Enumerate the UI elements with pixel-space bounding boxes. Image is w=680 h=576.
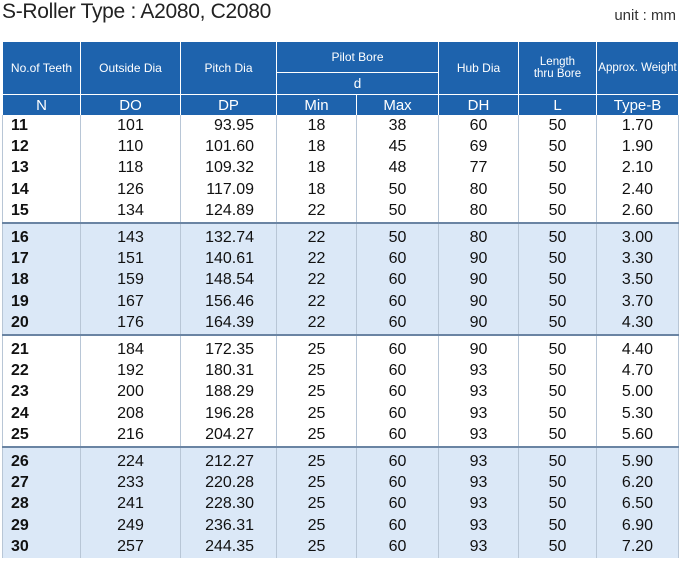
- cell-do: 110: [81, 136, 181, 157]
- cell-min: 22: [277, 270, 357, 291]
- cell-max: 48: [357, 158, 439, 179]
- cell-dh: 93: [439, 494, 519, 515]
- cell-l: 50: [519, 447, 597, 472]
- cell-max: 50: [357, 223, 439, 248]
- cell-n: 30: [3, 536, 81, 557]
- header-pitch-dia: Pitch Dia: [181, 42, 277, 95]
- cell-n: 11: [3, 115, 81, 136]
- cell-min: 18: [277, 179, 357, 200]
- cell-dh: 90: [439, 335, 519, 360]
- cell-l: 50: [519, 248, 597, 269]
- cell-n: 29: [3, 515, 81, 536]
- cell-max: 60: [357, 270, 439, 291]
- unit-label: unit : mm: [614, 7, 676, 24]
- cell-n: 19: [3, 291, 81, 312]
- cell-max: 45: [357, 136, 439, 157]
- cell-dp: 244.35: [181, 536, 277, 557]
- header-sym-n: N: [3, 95, 81, 116]
- cell-do: 167: [81, 291, 181, 312]
- cell-w: 1.90: [597, 136, 679, 157]
- cell-do: 208: [81, 403, 181, 424]
- cell-do: 200: [81, 382, 181, 403]
- cell-dh: 80: [439, 179, 519, 200]
- cell-max: 50: [357, 179, 439, 200]
- cell-do: 159: [81, 270, 181, 291]
- table-row: [3, 291, 679, 312]
- table-row: [3, 403, 679, 424]
- cell-w: 5.60: [597, 424, 679, 446]
- cell-min: 22: [277, 201, 357, 223]
- cell-min: 22: [277, 313, 357, 335]
- cell-dp: 164.39: [181, 313, 277, 335]
- table-row: [3, 536, 679, 557]
- cell-max: 38: [357, 115, 439, 136]
- header-pilot-bore: Pilot Bore: [277, 42, 439, 73]
- cell-l: 50: [519, 403, 597, 424]
- cell-dp: 101.60: [181, 136, 277, 157]
- cell-do: 101: [81, 115, 181, 136]
- cell-n: 24: [3, 403, 81, 424]
- cell-dp: 140.61: [181, 248, 277, 269]
- cell-min: 25: [277, 515, 357, 536]
- cell-do: 249: [81, 515, 181, 536]
- cell-l: 50: [519, 536, 597, 557]
- header-outside-dia: Outside Dia: [81, 42, 181, 95]
- cell-w: 2.40: [597, 179, 679, 200]
- cell-l: 50: [519, 179, 597, 200]
- cell-min: 18: [277, 115, 357, 136]
- header-max: Max: [357, 95, 439, 116]
- cell-w: 1.70: [597, 115, 679, 136]
- cell-dh: 93: [439, 424, 519, 446]
- cell-dh: 93: [439, 472, 519, 493]
- cell-dh: 90: [439, 313, 519, 335]
- cell-do: 216: [81, 424, 181, 446]
- cell-dh: 93: [439, 403, 519, 424]
- cell-l: 50: [519, 335, 597, 360]
- cell-do: 143: [81, 223, 181, 248]
- cell-max: 60: [357, 248, 439, 269]
- cell-min: 25: [277, 403, 357, 424]
- cell-min: 25: [277, 424, 357, 446]
- header-sym-do: DO: [81, 95, 181, 116]
- cell-dh: 90: [439, 291, 519, 312]
- cell-dh: 90: [439, 270, 519, 291]
- cell-dh: 60: [439, 115, 519, 136]
- cell-n: 26: [3, 447, 81, 472]
- cell-max: 60: [357, 335, 439, 360]
- table-row: [3, 248, 679, 269]
- cell-dh: 93: [439, 360, 519, 381]
- cell-max: 50: [357, 201, 439, 223]
- header-hub-dia: Hub Dia: [439, 42, 519, 95]
- cell-w: 3.00: [597, 223, 679, 248]
- header-length-line2: thru Bore: [533, 68, 582, 80]
- cell-l: 50: [519, 360, 597, 381]
- table-body: [3, 115, 679, 558]
- cell-max: 60: [357, 424, 439, 446]
- cell-dp: 196.28: [181, 403, 277, 424]
- cell-l: 50: [519, 291, 597, 312]
- cell-l: 50: [519, 158, 597, 179]
- cell-do: 241: [81, 494, 181, 515]
- cell-min: 25: [277, 447, 357, 472]
- cell-n: 18: [3, 270, 81, 291]
- cell-w: 4.70: [597, 360, 679, 381]
- cell-l: 50: [519, 382, 597, 403]
- cell-max: 60: [357, 382, 439, 403]
- cell-dh: 69: [439, 136, 519, 157]
- cell-w: 3.70: [597, 291, 679, 312]
- cell-n: 27: [3, 472, 81, 493]
- cell-w: 7.20: [597, 536, 679, 557]
- cell-max: 60: [357, 291, 439, 312]
- cell-w: 2.60: [597, 201, 679, 223]
- cell-w: 4.30: [597, 313, 679, 335]
- cell-l: 50: [519, 472, 597, 493]
- cell-min: 18: [277, 136, 357, 157]
- cell-dp: 148.54: [181, 270, 277, 291]
- cell-min: 22: [277, 291, 357, 312]
- table-row: [3, 515, 679, 536]
- table-row: [3, 494, 679, 515]
- cell-dp: 212.27: [181, 447, 277, 472]
- cell-do: 134: [81, 201, 181, 223]
- cell-n: 20: [3, 313, 81, 335]
- cell-dp: 124.89: [181, 201, 277, 223]
- table-row: [3, 136, 679, 157]
- table-row: [3, 158, 679, 179]
- cell-do: 192: [81, 360, 181, 381]
- header-weight: Approx. Weight: [597, 42, 679, 95]
- cell-dp: 172.35: [181, 335, 277, 360]
- spec-table: [2, 42, 679, 558]
- cell-dp: 236.31: [181, 515, 277, 536]
- cell-dp: 93.95: [181, 115, 277, 136]
- cell-dp: 180.31: [181, 360, 277, 381]
- cell-n: 13: [3, 158, 81, 179]
- header-d: d: [277, 73, 439, 95]
- cell-l: 50: [519, 515, 597, 536]
- cell-n: 22: [3, 360, 81, 381]
- cell-dh: 77: [439, 158, 519, 179]
- cell-max: 60: [357, 536, 439, 557]
- table-row: [3, 179, 679, 200]
- cell-min: 25: [277, 382, 357, 403]
- cell-dh: 90: [439, 248, 519, 269]
- cell-max: 60: [357, 472, 439, 493]
- cell-l: 50: [519, 494, 597, 515]
- cell-dp: 156.46: [181, 291, 277, 312]
- cell-n: 23: [3, 382, 81, 403]
- cell-n: 12: [3, 136, 81, 157]
- cell-min: 22: [277, 248, 357, 269]
- cell-w: 5.00: [597, 382, 679, 403]
- table-row: [3, 360, 679, 381]
- cell-dh: 80: [439, 223, 519, 248]
- cell-do: 126: [81, 179, 181, 200]
- cell-dh: 80: [439, 201, 519, 223]
- cell-max: 60: [357, 447, 439, 472]
- header-sym-type-b: Type-B: [597, 95, 679, 116]
- cell-w: 4.40: [597, 335, 679, 360]
- cell-max: 60: [357, 515, 439, 536]
- cell-w: 6.90: [597, 515, 679, 536]
- cell-l: 50: [519, 115, 597, 136]
- table-row: [3, 472, 679, 493]
- cell-dh: 93: [439, 515, 519, 536]
- cell-dp: 228.30: [181, 494, 277, 515]
- header-sym-dp: DP: [181, 95, 277, 116]
- cell-do: 118: [81, 158, 181, 179]
- cell-w: 5.30: [597, 403, 679, 424]
- table-header: [3, 42, 679, 115]
- cell-n: 21: [3, 335, 81, 360]
- table-row: [3, 115, 679, 136]
- cell-l: 50: [519, 424, 597, 446]
- header-length-line1: Length: [539, 56, 576, 68]
- cell-dp: 188.29: [181, 382, 277, 403]
- cell-l: 50: [519, 201, 597, 223]
- header-sym-dh: DH: [439, 95, 519, 116]
- cell-max: 60: [357, 494, 439, 515]
- cell-dh: 93: [439, 382, 519, 403]
- cell-do: 184: [81, 335, 181, 360]
- cell-min: 25: [277, 536, 357, 557]
- cell-max: 60: [357, 360, 439, 381]
- table-row: [3, 447, 679, 472]
- cell-n: 25: [3, 424, 81, 446]
- cell-w: 5.90: [597, 447, 679, 472]
- cell-dp: 204.27: [181, 424, 277, 446]
- cell-min: 25: [277, 335, 357, 360]
- cell-dh: 93: [439, 536, 519, 557]
- cell-l: 50: [519, 136, 597, 157]
- cell-min: 25: [277, 472, 357, 493]
- table-row: [3, 201, 679, 223]
- cell-min: 22: [277, 223, 357, 248]
- cell-w: 2.10: [597, 158, 679, 179]
- header-min: Min: [277, 95, 357, 116]
- cell-dp: 220.28: [181, 472, 277, 493]
- cell-max: 60: [357, 403, 439, 424]
- cell-dh: 93: [439, 447, 519, 472]
- table-row: [3, 313, 679, 335]
- table-row: [3, 223, 679, 248]
- cell-dp: 132.74: [181, 223, 277, 248]
- cell-dp: 117.09: [181, 179, 277, 200]
- cell-do: 151: [81, 248, 181, 269]
- cell-min: 25: [277, 494, 357, 515]
- cell-n: 14: [3, 179, 81, 200]
- cell-max: 60: [357, 313, 439, 335]
- cell-n: 28: [3, 494, 81, 515]
- cell-l: 50: [519, 270, 597, 291]
- cell-do: 176: [81, 313, 181, 335]
- cell-n: 16: [3, 223, 81, 248]
- header-teeth: No.of Teeth: [3, 42, 81, 95]
- cell-n: 15: [3, 201, 81, 223]
- cell-w: 6.50: [597, 494, 679, 515]
- header-sym-l: L: [519, 95, 597, 116]
- cell-l: 50: [519, 223, 597, 248]
- cell-l: 50: [519, 313, 597, 335]
- cell-w: 3.30: [597, 248, 679, 269]
- header-length: [519, 42, 597, 95]
- cell-n: 17: [3, 248, 81, 269]
- cell-min: 18: [277, 158, 357, 179]
- cell-min: 25: [277, 360, 357, 381]
- cell-do: 257: [81, 536, 181, 557]
- table-row: [3, 270, 679, 291]
- cell-do: 224: [81, 447, 181, 472]
- cell-do: 233: [81, 472, 181, 493]
- table-row: [3, 335, 679, 360]
- cell-w: 3.50: [597, 270, 679, 291]
- table-row: [3, 382, 679, 403]
- page-title: S-Roller Type : A2080, C2080: [2, 0, 272, 23]
- table-row: [3, 424, 679, 446]
- cell-w: 6.20: [597, 472, 679, 493]
- cell-dp: 109.32: [181, 158, 277, 179]
